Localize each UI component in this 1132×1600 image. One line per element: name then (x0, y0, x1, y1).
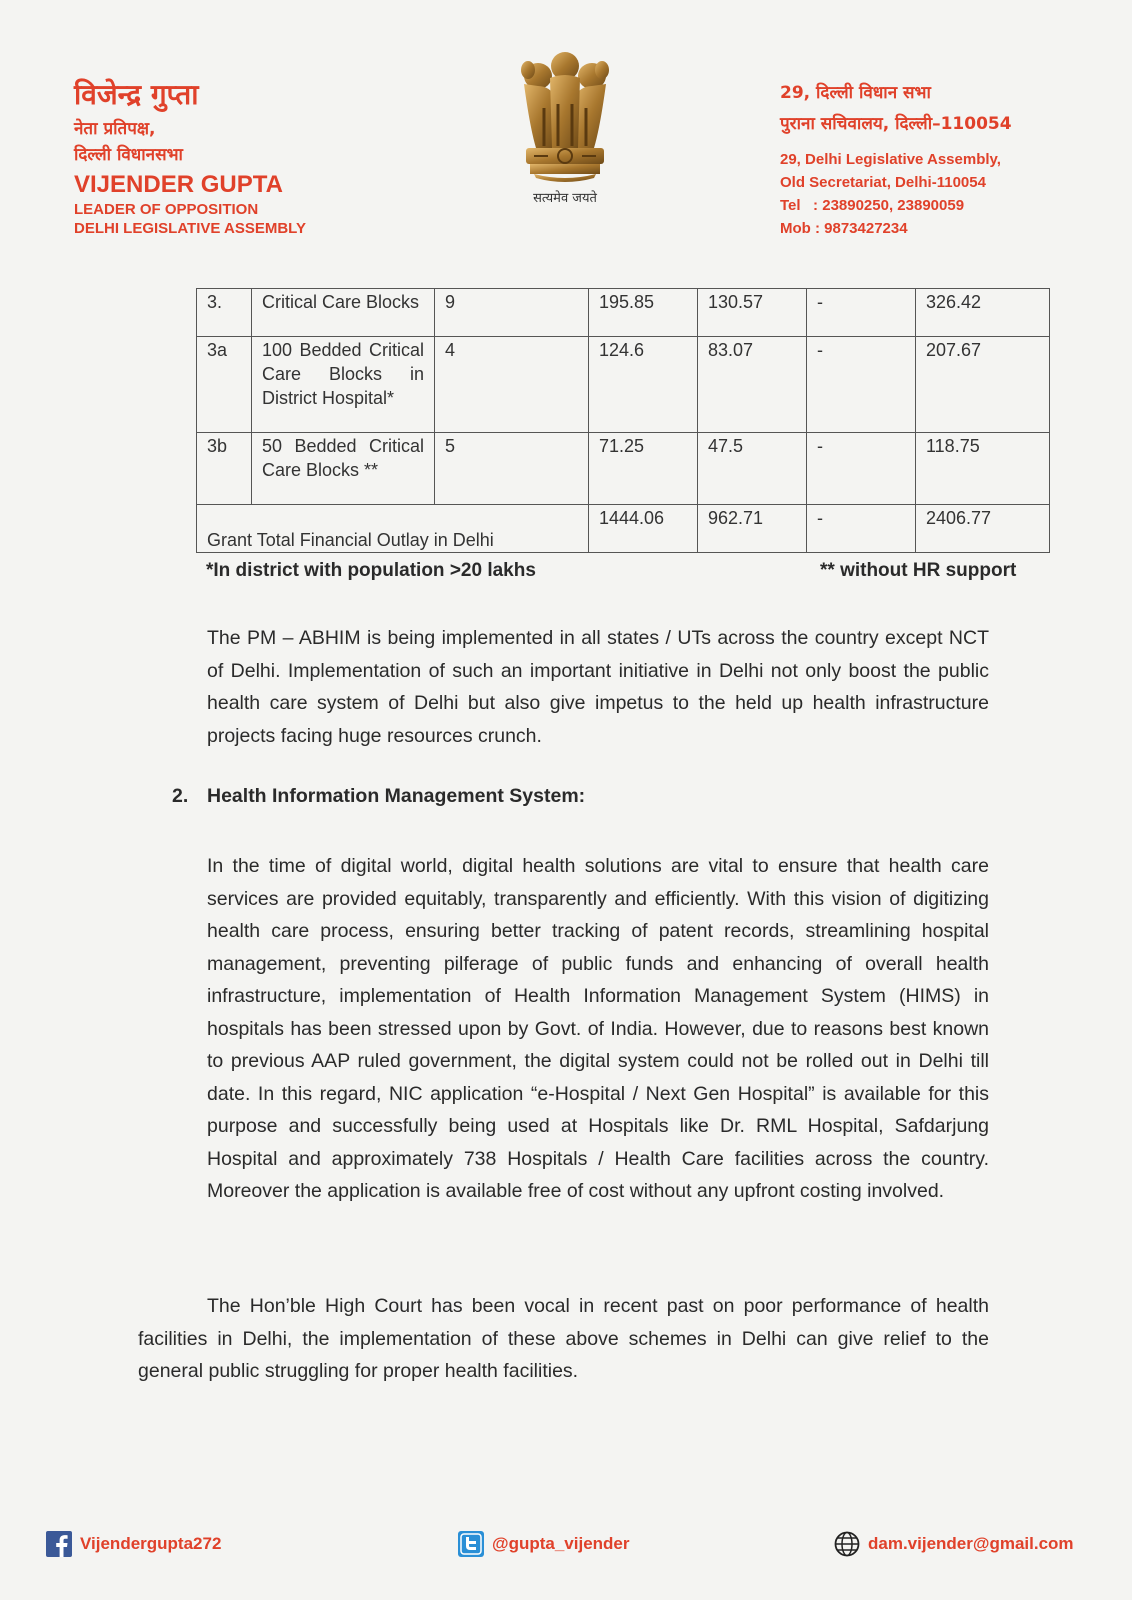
english-title: LEADER OF OPPOSITION (74, 201, 259, 218)
hindi-address-line1: 29, दिल्ली विधान सभा (780, 83, 931, 103)
grand-total-label: Grant Total Financial Outlay in Delhi (197, 505, 589, 553)
row-value-1: 71.25 (589, 433, 698, 505)
row-sno: 3b (197, 433, 252, 505)
row-value-2: 130.57 (698, 289, 807, 337)
paragraph-abhim: The PM – ABHIM is being implemented in all states / UTs across the country except NCT of Delhi. Implementation of such an important initiative in Delhi not only boost the public health care system of Delhi but also give impetus to the held up health infrastructure projects facing huge resources crunch. (207, 627, 989, 747)
hindi-name: विजेन्द्र गुप्ता (74, 78, 199, 111)
grand-total-value-1: 1444.06 (589, 505, 698, 553)
english-address-line2: Old Secretariat, Delhi-110054 (780, 174, 986, 191)
footer-twitter[interactable] (458, 1530, 630, 1558)
mobile: Mob : 9873427234 (780, 220, 908, 237)
row-description: 50 Bedded Critical Care Blocks ** (252, 433, 435, 505)
footer-email[interactable] (834, 1530, 1074, 1558)
table-row (197, 337, 1050, 433)
row-sno: 3a (197, 337, 252, 433)
section-title: Health Information Management System: (207, 785, 586, 807)
row-sno: 3. (197, 289, 252, 337)
row-units: 4 (435, 337, 589, 433)
grand-total-value-3: - (807, 505, 916, 553)
footnote-district: *In district with population >20 lakhs (206, 560, 536, 581)
section-heading (172, 785, 585, 808)
row-total: 207.67 (916, 337, 1050, 433)
outlay-table (196, 288, 1050, 553)
paragraph-high-court: The Hon’ble High Court has been vocal in recent past on poor performance of health facilities in Delhi, the implementation of these above schemes in Delhi can give relief to the general public struggling for proper health facilities. (138, 1295, 989, 1382)
row-value-2: 47.5 (698, 433, 807, 505)
letterhead-right (780, 78, 1100, 240)
english-assembly: DELHI LEGISLATIVE ASSEMBLY (74, 220, 306, 237)
hindi-address-line2: पुराना सचिवालय, दिल्ली–110054 (780, 114, 1012, 134)
row-value-1: 195.85 (589, 289, 698, 337)
row-value-1: 124.6 (589, 337, 698, 433)
grand-total-row (197, 505, 1050, 553)
row-total: 326.42 (916, 289, 1050, 337)
row-description: 100 Bedded Critical Care Blocks in District Hospital* (252, 337, 435, 433)
email-address: dam.vijender@gmail.com (868, 1534, 1074, 1553)
globe-icon (834, 1531, 860, 1557)
english-address-line1: 29, Delhi Legislative Assembly, (780, 151, 1001, 168)
table-row (197, 433, 1050, 505)
row-value-3: - (807, 337, 916, 433)
national-emblem-icon (510, 48, 620, 188)
grand-total-value: 2406.77 (916, 505, 1050, 553)
row-total: 118.75 (916, 433, 1050, 505)
emblem-motto: सत्यमेव जयते (533, 191, 597, 206)
row-value-3: - (807, 289, 916, 337)
hindi-assembly: दिल्ली विधानसभा (74, 145, 183, 165)
footnote-hr: ** without HR support (820, 560, 1017, 581)
table-row (197, 289, 1050, 337)
row-value-3: - (807, 433, 916, 505)
twitter-icon (458, 1531, 484, 1557)
row-units: 9 (435, 289, 589, 337)
national-emblem (510, 48, 620, 208)
facebook-handle: Vijendergupta272 (80, 1534, 222, 1553)
facebook-icon (46, 1531, 72, 1557)
grand-total-value-2: 962.71 (698, 505, 807, 553)
letterhead-left (74, 78, 306, 238)
paragraph-hims: In the time of digital world, digital health solutions are vital to ensure that health care services are provided equitably, transparently and efficiently. With this vision of digitizing health care process, ensuring better tracking of patent records, streamlining hospital management, preventing pilferage of public funds and enhancing of overall health infrastructure, implementation of Health Information Management System (HIMS) in hospitals has been stressed upon by Govt. of India. However, due to reasons best known to previous AAP ruled government, the digital system could not be rolled out in Delhi till date. In this regard, NIC application “e-Hospital / Next Gen Hospital” is available for this purpose and successfully being used at Hospitals like Dr. RML Hospital, Safdarjung Hospital and approximately 738 Hospitals / Health Care facilities across the country. Moreover the application is available free of cost without any upfront costing involved. (207, 855, 989, 1202)
row-value-2: 83.07 (698, 337, 807, 433)
row-units: 5 (435, 433, 589, 505)
english-name: VIJENDER GUPTA (74, 171, 283, 198)
twitter-handle: @gupta_vijender (492, 1534, 630, 1553)
telephone: Tel : 23890250, 23890059 (780, 197, 965, 214)
footer-facebook[interactable] (46, 1530, 221, 1558)
section-number: 2. (172, 785, 189, 807)
row-description: Critical Care Blocks (252, 289, 435, 337)
hindi-title: नेता प्रतिपक्ष, (74, 119, 156, 139)
